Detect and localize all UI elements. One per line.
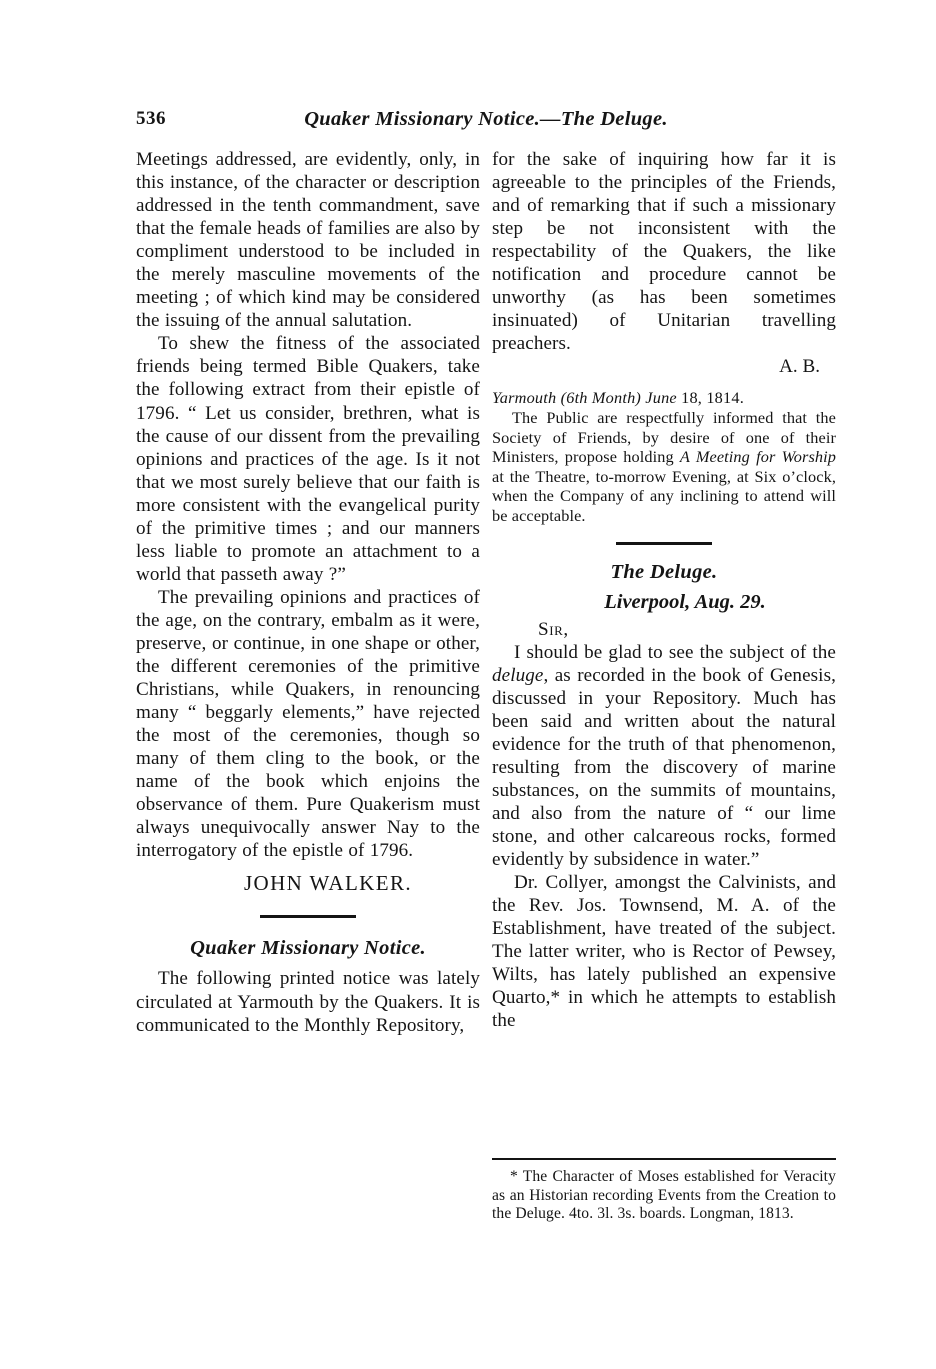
running-head	[136, 108, 836, 134]
ornament-rule-right	[616, 542, 712, 545]
notice-body-meeting-title: A Meeting for Worship	[679, 447, 836, 467]
signature-a-b: A. B.	[779, 356, 820, 378]
dateline-liverpool: Liverpool, Aug. 29.	[604, 590, 766, 613]
notice-body	[492, 408, 836, 526]
paragraph-printed-notice: The following printed notice was lately circulated at Yarmouth by the Quakers. It is communicated to the Monthly Repository,	[136, 968, 480, 1036]
ornament-rule-left	[260, 915, 356, 918]
left-column	[136, 148, 480, 1037]
letter-lead-text: I should be glad to see the subject of the	[514, 641, 836, 663]
footnote-text	[492, 1168, 836, 1224]
notice-dateline-place-month: Yarmouth (6th Month) June	[492, 388, 677, 408]
heading-the-deluge: The Deluge.	[610, 560, 718, 583]
footnote-separator-rule	[492, 1158, 836, 1160]
footnote-citation: The Character of Moses established for Veracity as an Historian recording Events from the Creation to the Deluge. 4to. 3l. 3s. boards. Longman, 1813.	[492, 1168, 836, 1223]
running-head-title: Quaker Missionary Notice.—The Deluge.	[304, 108, 668, 130]
paragraph-dr-collyer: Dr. Collyer, amongst the Calvinists, and the Rev. Jos. Townsend, M. A. of the Establishment, have treated of the subject. The latter writer, who is Rector of Pewsey, Wilts, has lately published an expensive Quarto,* in which he attempts to establish the	[492, 872, 836, 1032]
letter-tail-text: , as recorded in the book of Genesis, discussed in your Repository. Much has been said and written about the natural evidence for the truth of that phenomenon, resulting from the discovery of marine substances, on the summits of mountains, and also from the nature of “ our lime stone, and other calcareous rocks, formed evidently by subsidence in water.”	[492, 664, 836, 871]
paragraph-prevailing-opinions: The prevailing opinions and practices of the age, on the contrary, embalm as it were, preserve, or continue, in one shape or other, the different ceremonies of the primitive Christians, while Quakers, in renouncing many “ beggarly elements,” have rejected the most of the ceremonies, though so many of them cling to the book, or the name of the book which enjoins the observance of them. Pure Quakerism must always unequivocally answer Nay to the interrogatory of the epistle of 1796.	[136, 586, 480, 862]
paragraph-for-the-sake: for the sake of inquiring how far it is agreeable to the principles of the Friends, and of remarking that if such a missionary step be not inconsistent with the respectability of the Quakers, the like notification and procedure cannot be unworthy (as has been sometimes insinuated) of Unitarian travelling preachers.	[492, 149, 836, 355]
notice-dateline	[492, 388, 836, 408]
advertisement-block	[492, 388, 836, 525]
notice-body-lead: The Public are respectfully informed that the Society of Friends, by desire of one of their Ministers, propose holding	[492, 408, 836, 467]
footnote-marker-asterisk: *	[510, 1168, 518, 1185]
signature-john-walker: JOHN WALKER.	[243, 871, 413, 896]
page-folio-number: 536	[136, 108, 166, 129]
heading-quaker-missionary-notice: Quaker Missionary Notice.	[190, 937, 426, 960]
paragraph-deluge-letter-opening	[492, 641, 836, 871]
paragraph-meetings-addressed: Meetings addressed, are evidently, only, in this instance, of the character or description addressed in the tenth commandment, save that the female heads of families are also by compliment understood to be included in the merely masculine movements of the meeting ; of which kind may be considered the issuing of the annual salutation.	[136, 149, 480, 332]
right-column	[492, 148, 836, 1032]
notice-dateline-day-year: 18, 1814.	[676, 388, 744, 408]
footnote-region	[492, 1158, 836, 1224]
salutation-sir: Sir,	[538, 618, 569, 640]
notice-body-tail: at the Theatre, to-morrow Evening, at Six o’clock, when the Company of any inclining to attend will be acceptable.	[492, 466, 836, 526]
paragraph-to-shew-fitness: To shew the fitness of the associated friends being termed Bible Quakers, take the following extract from their epistle of 1796. “ Let us consider, brethren, what is the cause of our dissent from the prevailing opinions and practices of the age. Is it not that we most surely believe that our faith is more consistent with the evangelical purity of the primitive times ; and our manners less liable to promote an attachment to a world that passeth away ?”	[136, 333, 480, 585]
letter-emphasis-deluge: deluge	[492, 664, 544, 686]
